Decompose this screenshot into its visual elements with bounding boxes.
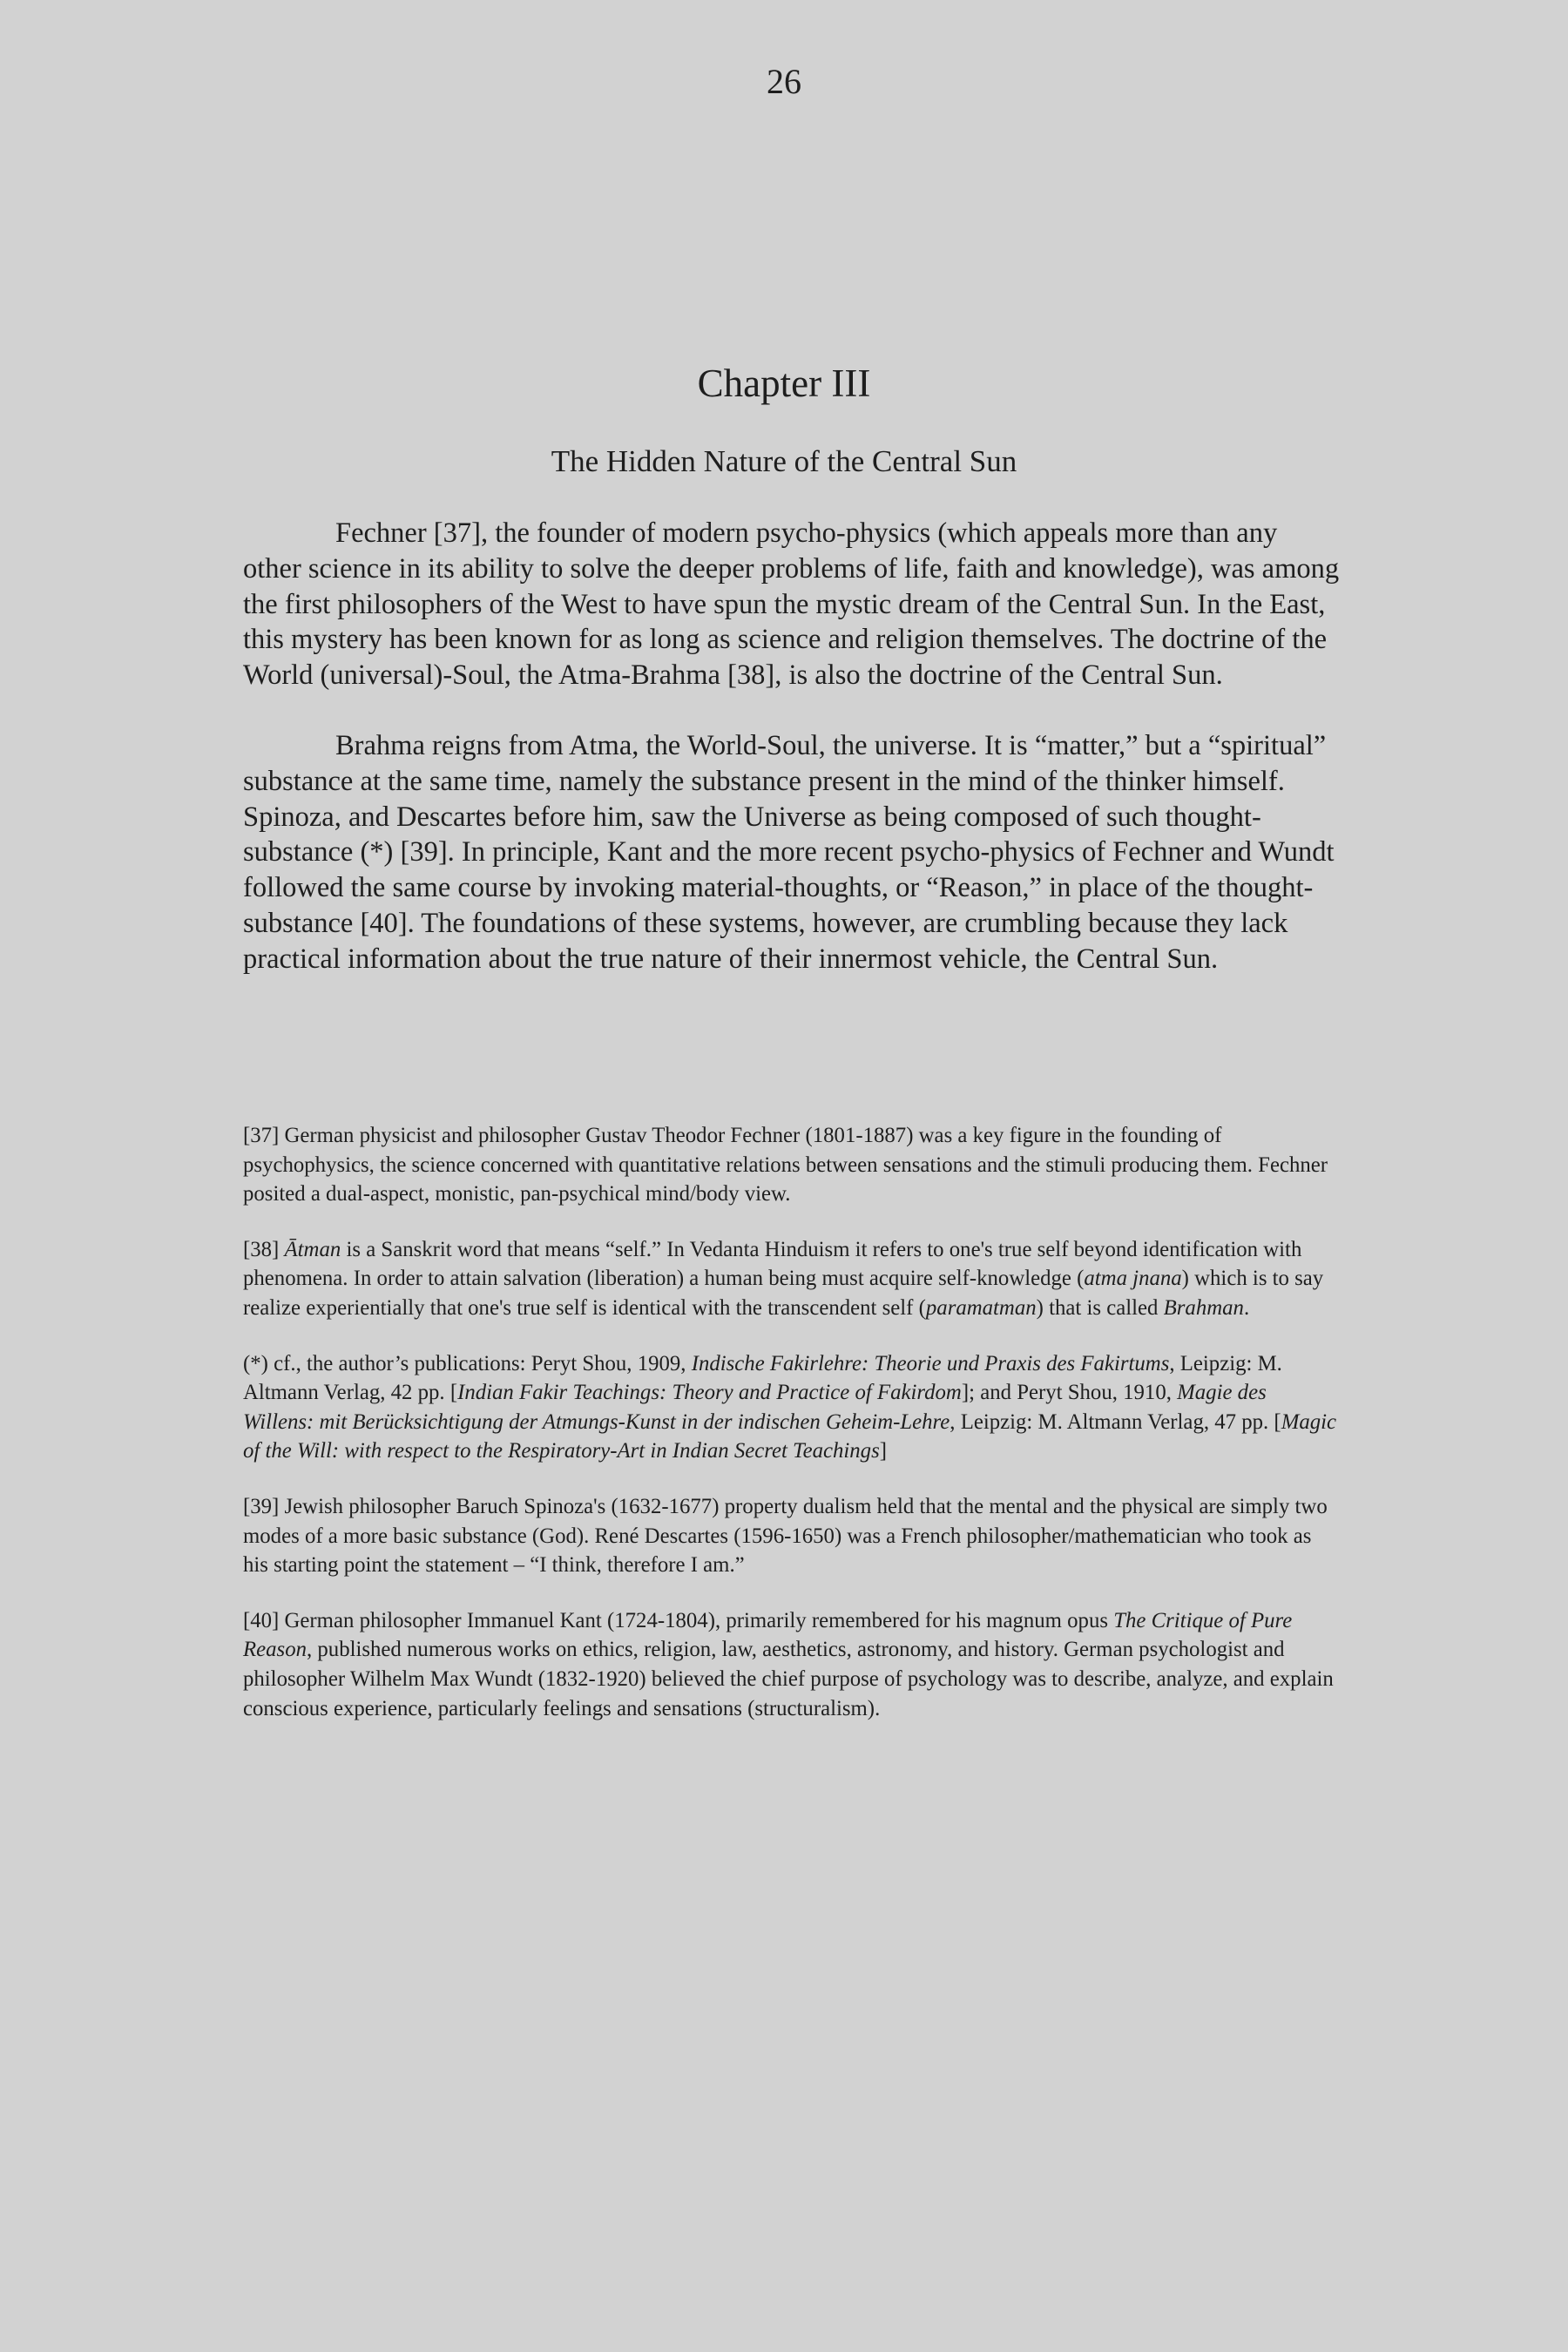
footnote-text: (*) cf., the author’s publications: Peryt Shou, 1909,	[243, 1351, 692, 1375]
footnote-italic: Ātman	[284, 1237, 341, 1261]
footnote-text: is a Sanskrit word that means “self.” In Vedanta Hinduism it refers to one's true self beyond identification with phenomena. In order to attain salvation (liberation) a human being must acquire self-knowledge (	[243, 1237, 1302, 1291]
footnote-italic: Indische Fakirlehre: Theorie und Praxis des Fakirtums	[691, 1351, 1170, 1375]
footnote-italic: The Critique of Pure Reason	[243, 1608, 1293, 1662]
footnote-text: , Leipzig: M. Altmann Verlag, 42 pp. [	[243, 1351, 1282, 1405]
footnote-text: [38]	[243, 1237, 285, 1261]
body-text	[243, 516, 1341, 1012]
footnotes	[243, 1121, 1341, 1749]
footnote-text: ]; and Peryt Shou, 1910,	[961, 1381, 1178, 1405]
chapter-title: Chapter III	[697, 362, 871, 405]
footnote-37: [37] German physicist and philosopher Gustav Theodor Fechner (1801-1887) was a key figure in the founding of psychophysics, the science concerned with quantitative relations between sensations and the stimuli producing them. Fechner posited a dual-aspect, monistic, pan-psychical mind/body view.	[243, 1124, 1328, 1206]
chapter-subtitle: The Hidden Nature of the Central Sun	[551, 444, 1017, 478]
footnote-italic: Indian Fakir Teachings: Theory and Practice of Fakirdom	[457, 1381, 962, 1405]
body-paragraph: Fechner [37], the founder of modern psycho-physics (which appeals more than any other science in its ability to solve the deeper problems of life, faith and knowledge), was among the first philosophers of the West to have spun the mystic dream of the Central Sun. In the East, this mystery has been known for as long as science and religion themselves. The doctrine of the World (universal)-Soul, the Atma-Brahma [38], is also the doctrine of the Central Sun.	[243, 517, 1340, 692]
footnote-text: ]	[879, 1439, 887, 1463]
footnote-38	[243, 1235, 1341, 1323]
footnote-italic: paramatman	[925, 1295, 1037, 1320]
footnote-text: , Leipzig: M. Altmann Verlag, 47 pp. [	[950, 1409, 1281, 1434]
page-number: 26	[767, 62, 801, 101]
footnote-text: , published numerous works on ethics, religion, law, aesthetics, astronomy, and history. German psychologist and philosopher Wilhelm Max Wundt (1832-1920) believed the chief purpose of psychology was to describe, analyze, and explain conscious experience, particularly feelings and sensations (structuralism).	[243, 1638, 1334, 1720]
footnote-asterisk	[243, 1349, 1341, 1466]
footnote-italic: Brahman	[1163, 1295, 1244, 1320]
footnote-39: [39] Jewish philosopher Baruch Spinoza's (1632-1677) property dualism held that the mental and the physical are simply two modes of a more basic substance (God). René Descartes (1596-1650) was a French philosopher/mathematician who took as his starting point the statement – “I think, therefore I am.”	[243, 1494, 1328, 1578]
footnote-italic: atma jnana	[1084, 1267, 1182, 1291]
footnote-text: ) that is called	[1036, 1295, 1164, 1320]
footnote-text: .	[1243, 1295, 1250, 1320]
footnote-40	[243, 1606, 1341, 1723]
footnote-text: ) which is to say realize experientially that one's true self is identical with the transcendent self (	[243, 1267, 1324, 1320]
footnote-text: [40] German philosopher Immanuel Kant (1724-1804), primarily remembered for his magnum opus	[243, 1608, 1114, 1632]
footnote-italic: Magie des Willens: mit Berücksichtigung der Atmungs-Kunst in der indischen Geheim-Lehre	[243, 1381, 1267, 1434]
body-paragraph: Brahma reigns from Atma, the World-Soul, the universe. It is “matter,” but a “spiritual” substance at the same time, namely the substance present in the mind of the thinker himself. Spinoza, and Descartes before him, saw the Universe as being composed of such thought-substance (*) [39]. In principle, Kant and the more recent psycho-physics of Fechner and Wundt followed the same course by invoking material-thoughts, or “Reason,” in place of the thought-substance [40]. The foundations of these systems, however, are crumbling because they lack practical information about the true nature of their innermost vehicle, the Central Sun.	[243, 729, 1335, 975]
footnote-italic: Magic of the Will: with respect to the Respiratory-Art in Indian Secret Teachings	[243, 1409, 1337, 1463]
